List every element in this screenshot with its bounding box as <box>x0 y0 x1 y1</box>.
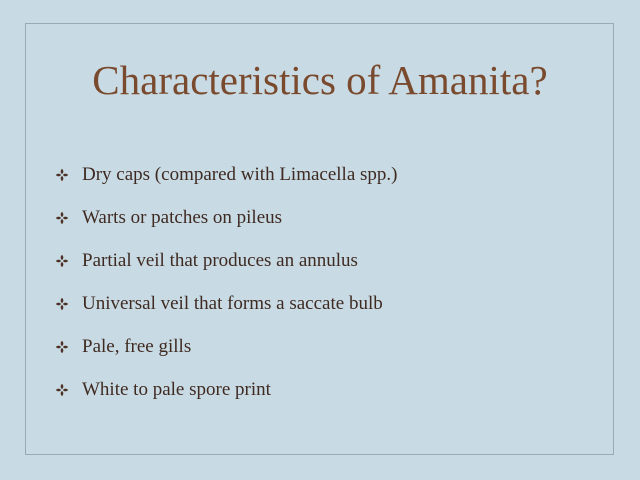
bullet-text-6: White to pale spore print <box>82 378 271 400</box>
bullet-text-3: Partial veil that produces an annulus <box>82 249 358 271</box>
bullet-item-1 <box>55 153 398 196</box>
bullet-item-6 <box>55 368 398 411</box>
bullet-text-1: Dry caps (compared with Limacella spp.) <box>82 163 398 185</box>
four-petal-ornament-icon <box>55 254 69 268</box>
four-petal-ornament-icon <box>55 383 69 397</box>
bullet-text-4: Universal veil that forms a saccate bulb <box>82 292 383 314</box>
bullet-list <box>55 153 398 411</box>
bullet-text-2: Warts or patches on pileus <box>82 206 283 228</box>
bullet-item-5 <box>55 325 398 368</box>
bullet-item-3 <box>55 239 398 282</box>
bullet-item-4 <box>55 282 398 325</box>
bullet-text-5: Pale, free gills <box>82 335 192 357</box>
slide-title: Characteristics of Amanita? <box>92 57 548 103</box>
four-petal-ornament-icon <box>55 168 69 182</box>
four-petal-ornament-icon <box>55 297 69 311</box>
four-petal-ornament-icon <box>55 340 69 354</box>
four-petal-ornament-icon <box>55 211 69 225</box>
bullet-item-2 <box>55 196 398 239</box>
